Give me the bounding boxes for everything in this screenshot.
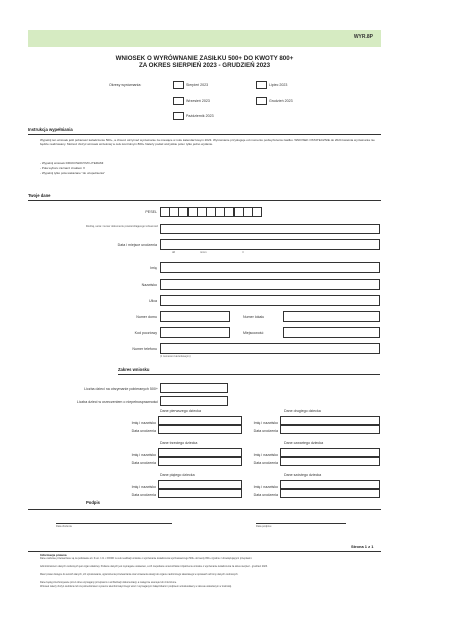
child-5-birth-input[interactable] <box>158 489 242 498</box>
child-3-birth-input[interactable] <box>158 457 242 466</box>
child-6-name-label: Imię i nazwisko <box>253 485 278 489</box>
scope-heading: Zakres wniosku <box>118 367 150 372</box>
children-count-input[interactable] <box>160 383 228 393</box>
postal-label: Kod pocztowy <box>134 331 157 335</box>
legal-heading: Informacja prawna <box>40 553 67 557</box>
child-5-name-input[interactable] <box>158 480 242 489</box>
child-3-name-label: Imię i nazwisko <box>131 453 156 457</box>
signature-heading: Podpis <box>86 500 100 505</box>
instructions-text: Wypełnij ten wniosek jeśli pobierasz świadczenie 500+, a chcesz otrzymać wyrównanie za miesiące w roku kalendarzowym 2023. Wyrównanie przysługuje od momentu podwyższenia zasiłku. WNIOSEK OSTATECZNIE do 2024 kwietnia wyrównania nie będzie realizowany. Możesz złożyć wniosek wcześniej w celu kontrolnym 800+ Należy podać wszystkie pola i tylko jedno wydanie. <box>40 138 375 147</box>
apartment-label: Numer lokalu <box>243 315 265 319</box>
child-6-heading: Dane szóstego dziecka <box>284 473 322 477</box>
first-name-label: Imię <box>150 266 157 270</box>
legal-line-1: Dane osobowe przetwarzane są na podstawie art. 6 ust. 1 lit. c RODO w celu realizacji wniosku o wyrównanie świadczenia wychowawczego 500+ do kwoty 800+ zgodnie z obowiązującymi przepisami. <box>40 557 253 560</box>
street-input[interactable] <box>160 295 380 306</box>
document-label: Rodzaj, seria i numer dokumentu potwierdzającego tożsamość <box>85 225 158 228</box>
child-5-name-label: Imię i nazwisko <box>131 485 156 489</box>
child-4-heading: Dane czwartego dziecka <box>284 441 324 445</box>
header-band <box>28 30 381 47</box>
birth-sub-year: rr <box>242 251 244 254</box>
child-4-name-input[interactable] <box>280 448 380 457</box>
last-name-input[interactable] <box>160 279 380 290</box>
instruction-bullet-2: - Pola wyboru zaznacz znakiem X <box>40 166 86 170</box>
last-name-label: Nazwisko <box>141 283 157 287</box>
child-3-birth-label: Data urodzenia <box>131 461 156 465</box>
child-1-birth-input[interactable] <box>158 425 242 434</box>
form-title: WNIOSEK O WYRÓWNANIE ZASIŁKU 500+ DO KWOTY 800+ <box>115 55 294 62</box>
divider <box>28 200 381 201</box>
your-data-heading: Twoje dane <box>28 193 51 198</box>
phone-note: (z numerem kierunkowym) <box>160 355 191 358</box>
child-5-birth-label: Data urodzenia <box>131 493 156 497</box>
child-1-heading: Dane pierwszego dziecka <box>160 409 201 413</box>
pesel-label: PESEL <box>145 210 157 214</box>
birth-input[interactable] <box>160 239 380 250</box>
child-6-birth-input[interactable] <box>280 489 380 498</box>
child-4-name-label: Imię i nazwisko <box>253 453 278 457</box>
divider <box>28 134 381 135</box>
period-option-3: Wrzesień 2023 <box>186 99 210 103</box>
signature-date-line[interactable] <box>256 523 346 524</box>
page-number: Strona 1 z 1 <box>351 544 374 549</box>
form-code: WYR.8P <box>353 34 373 40</box>
child-2-heading: Dane drugiego dziecka <box>284 409 321 413</box>
child-5-heading: Dane piątego dziecka <box>160 473 195 477</box>
children-disabled-input[interactable] <box>160 396 228 406</box>
city-label: Miejscowość <box>243 331 264 335</box>
form-subtitle: ZA OKRES SIERPIEŃ 2023 - GRUDZIEŃ 2023 <box>138 62 271 69</box>
child-6-name-input[interactable] <box>280 480 380 489</box>
first-name-input[interactable] <box>160 262 380 273</box>
pesel-input[interactable] <box>160 207 261 217</box>
legal-line-2: Administratorem danych osobowych jest organ właściwy. Podanie danych jest wymagane ustawowo, a ich niepodanie uniemożliwia rozpatrzenie wniosku o wyrównanie świadczenia za okres sierpień - grudzień 2023. <box>40 565 268 568</box>
house-label: Numer domu <box>136 315 157 319</box>
birth-label: Data i miejsce urodzenia <box>117 243 157 247</box>
period-option-1: Sierpień 2023 <box>186 83 209 87</box>
apartment-input[interactable] <box>283 311 380 322</box>
instructions-heading: Instrukcja wypełniania <box>28 127 73 132</box>
submission-date-line[interactable] <box>56 523 172 524</box>
child-2-birth-label: Data urodzenia <box>253 429 278 433</box>
instruction-bullet-1: - Wypełnij wniosek DRUKOWANYMI LITERAMI <box>40 161 104 165</box>
period-option-5: Październik 2023 <box>186 114 214 118</box>
child-1-name-input[interactable] <box>158 416 242 425</box>
period-label: Okresy wyrównania: <box>109 83 142 87</box>
period-checkbox-1[interactable] <box>173 81 184 89</box>
period-option-4: Grudzień 2023 <box>269 99 293 103</box>
child-2-name-label: Imię i nazwisko <box>253 421 278 425</box>
phone-label: Numer telefonu <box>132 347 157 351</box>
birth-sub-day: dd <box>172 251 175 254</box>
child-4-birth-label: Data urodzenia <box>253 461 278 465</box>
legal-line-5: Wniosek należy złożyć osobiście lub za pośrednictwem systemu teleinformatycznego wraz z wymaganymi załącznikami i podpisem wnioskodawcy w okresie wskazanym w instrukcji. <box>40 585 232 588</box>
divider <box>28 551 381 552</box>
period-checkbox-2[interactable] <box>256 81 267 89</box>
birth-sub-month: mmm <box>200 251 207 254</box>
child-4-birth-input[interactable] <box>280 457 380 466</box>
instruction-bullet-3: - Wypełnij tylko pola wskazane "do uzupełnienia" <box>40 171 105 175</box>
phone-input[interactable] <box>160 343 380 354</box>
signature-date-label: Data podpisu <box>256 525 272 528</box>
city-input[interactable] <box>283 327 380 338</box>
document-input[interactable] <box>160 224 380 234</box>
child-3-name-input[interactable] <box>158 448 242 457</box>
child-6-birth-label: Data urodzenia <box>253 493 278 497</box>
child-2-birth-input[interactable] <box>280 425 380 434</box>
period-checkbox-5[interactable] <box>173 112 184 120</box>
legal-line-4: Dane będą przechowywane przez okres wymagany przepisami o archiwizacji dokumentacji, a następnie usunięte lub zniszczone. <box>40 581 177 584</box>
period-checkbox-4[interactable] <box>256 97 267 105</box>
house-input[interactable] <box>160 311 230 322</box>
period-option-2: Lipiec 2023 <box>269 83 288 87</box>
legal-line-3: Masz prawo dostępu do swoich danych, ich sprostowania, ograniczenia przetwarzania oraz wniesienia skargi do organu nadzorczego właściwego w sprawach ochrony danych osobowych. <box>40 573 239 576</box>
child-1-name-label: Imię i nazwisko <box>131 421 156 425</box>
child-2-name-input[interactable] <box>280 416 380 425</box>
children-disabled-label: Liczba dzieci w orzeczeniem o niepełnosprawności <box>76 400 158 404</box>
postal-input[interactable] <box>160 327 230 338</box>
child-1-birth-label: Data urodzenia <box>131 429 156 433</box>
submission-date-label: Data złożenia <box>56 525 72 528</box>
divider <box>118 374 380 375</box>
period-checkbox-3[interactable] <box>173 97 184 105</box>
divider <box>28 509 381 510</box>
children-count-label: Liczba dzieci na otrzymanie pobieranych 500+ <box>84 387 158 391</box>
street-label: Ulica <box>149 299 157 303</box>
child-3-heading: Dane trzeciego dziecka <box>160 441 198 445</box>
